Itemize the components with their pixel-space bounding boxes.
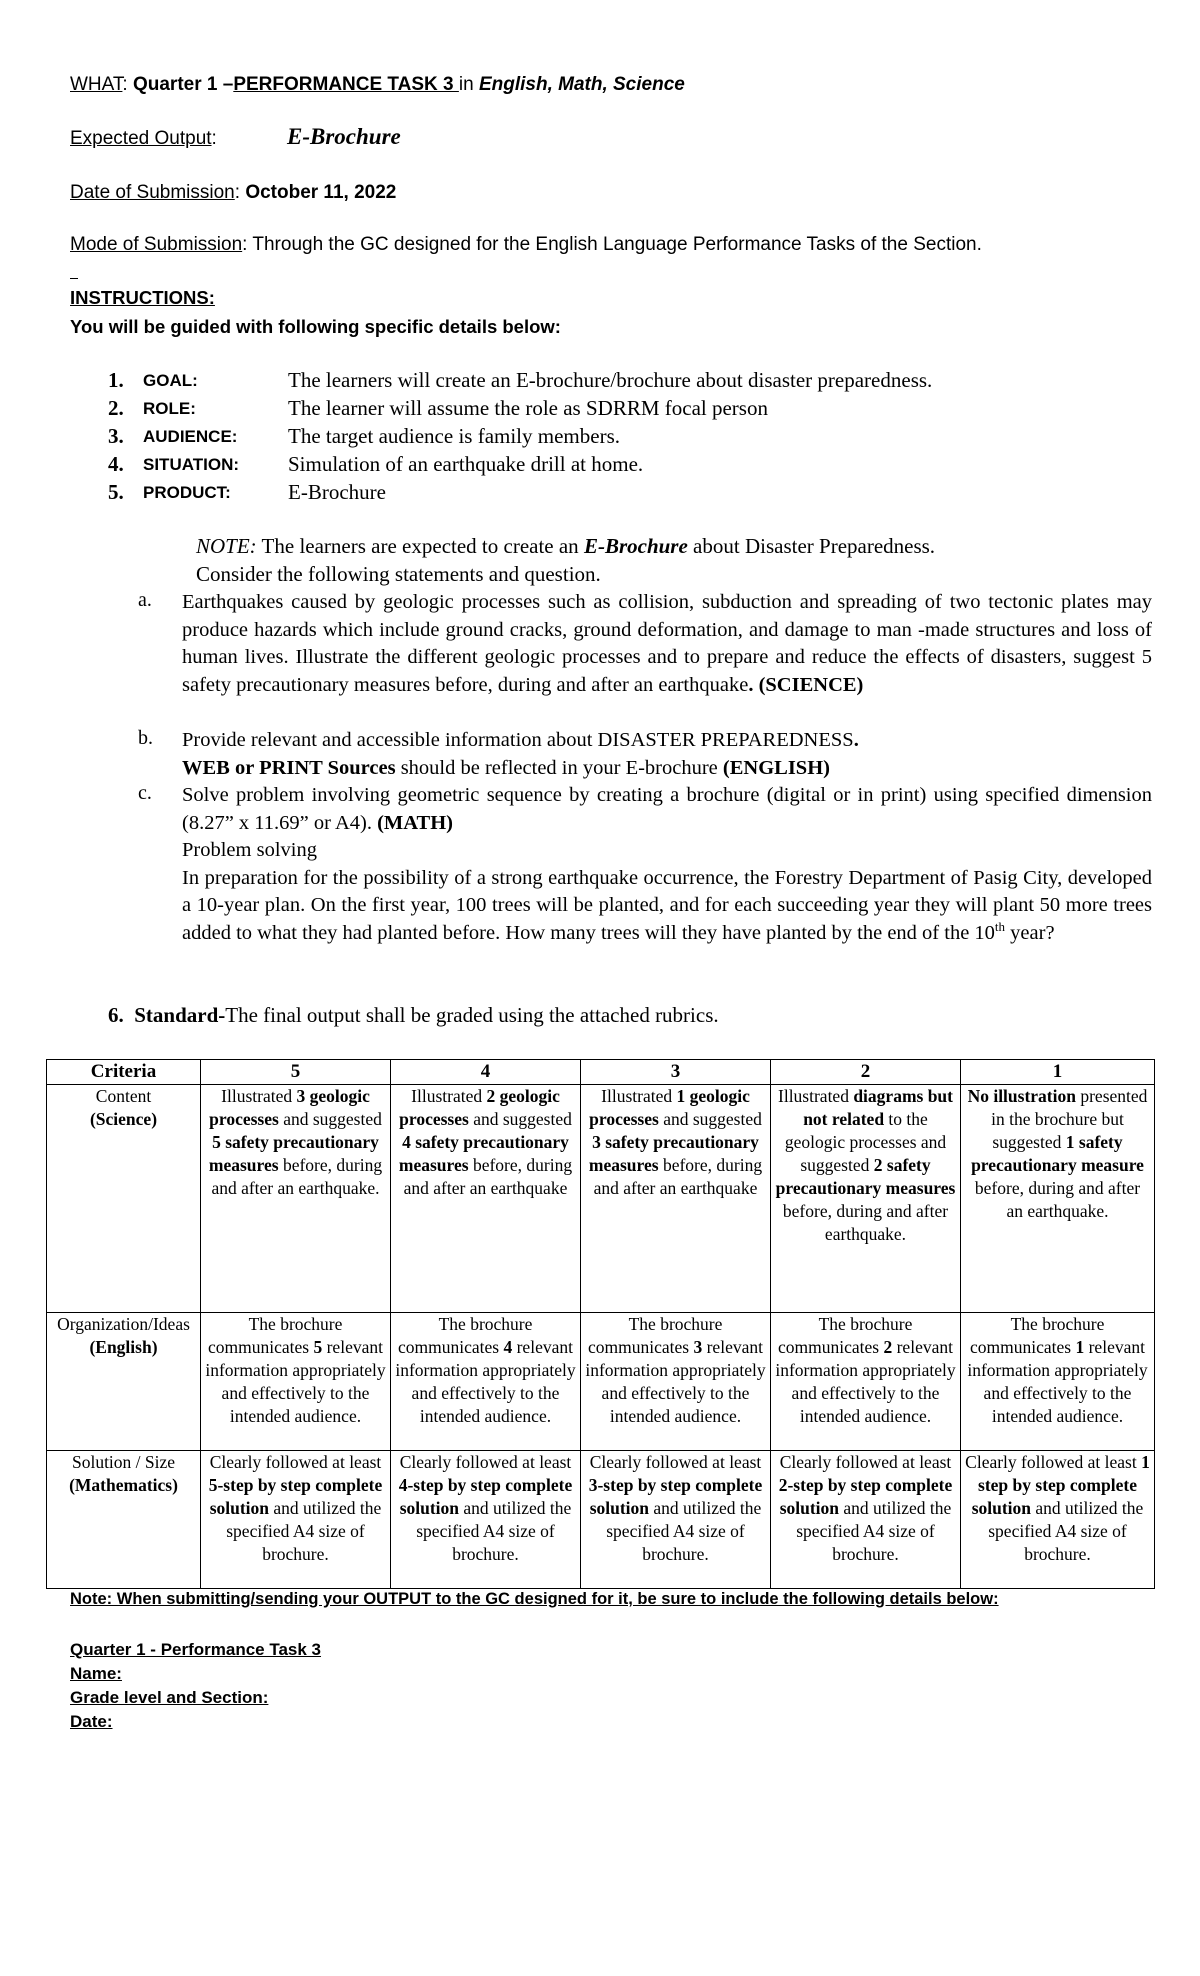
what-label: WHAT bbox=[70, 74, 123, 95]
rubric-table bbox=[46, 1059, 1155, 1589]
footer-grade: Grade level and Section: bbox=[70, 1688, 269, 1707]
criteria-cell: Organization/Ideas (English) bbox=[47, 1313, 201, 1451]
table-row bbox=[47, 1451, 1155, 1589]
item-a-label: a. bbox=[138, 589, 152, 611]
table-row bbox=[47, 1313, 1155, 1451]
standard-line: 6. Standard-The final output shall be graded using the attached rubrics. bbox=[108, 1003, 719, 1027]
expected-output-line: Expected Output: bbox=[70, 128, 217, 149]
what-task: PERFORMANCE TASK 3 bbox=[233, 74, 459, 95]
mode-label: Mode of Submission bbox=[70, 234, 243, 255]
note-label: NOTE: bbox=[196, 534, 257, 558]
item-b-text: Provide relevant and accessible information about DISASTER PREPAREDNESS. WEB or PRINT Sources should be reflected in your E-brochure (ENGLISH) bbox=[182, 729, 859, 779]
header-criteria: Criteria bbox=[47, 1060, 201, 1085]
stray-underline bbox=[70, 278, 78, 279]
rubric-cell: Illustrated 3 geologic processes and suggested 5 safety precautionary measures before, during and after an earthquake. bbox=[201, 1085, 391, 1313]
item-b-label: b. bbox=[138, 727, 153, 749]
rubric-cell: No illustration presented in the brochure but suggested 1 safety precautionary measure before, during and after an earthquake. bbox=[961, 1085, 1155, 1313]
what-line: WHAT: Quarter 1 –PERFORMANCE TASK 3 in English, Math, Science bbox=[70, 74, 685, 95]
footer-date: Date: bbox=[70, 1712, 113, 1731]
rubric-cell: The brochure communicates 2 relevant information appropriately and effectively to the intended audience. bbox=[771, 1313, 961, 1451]
standard-label: Standard- bbox=[134, 1003, 226, 1027]
rubric-cell: Illustrated 1 geologic processes and suggested 3 safety precautionary measures before, during and after an earthquake bbox=[581, 1085, 771, 1313]
problem-text: In preparation for the possibility of a strong earthquake occurrence, the Forestry Department of Pasig City, developed a 10-year plan. On the first year, 100 trees will be planted, and for each succeeding year they will plant 50 more trees added to what they had planted before. How many trees will they have planted by the end of the 10 bbox=[182, 866, 1152, 944]
header-4: 4 bbox=[391, 1060, 581, 1085]
what-title-prefix: Quarter 1 – bbox=[127, 74, 234, 95]
rubric-cell: Clearly followed at least 3-step by step complete solution and utilized the specified A4 size of brochure. bbox=[581, 1451, 771, 1589]
header-5: 5 bbox=[201, 1060, 391, 1085]
expected-output-value: E-Brochure bbox=[287, 124, 401, 149]
problem-solving-label: Problem solving bbox=[182, 839, 317, 861]
mode-value: : Through the GC designed for the English Language Performance Tasks of the Section. bbox=[242, 234, 982, 255]
item-a-text: Earthquakes caused by geologic processes such as collision, subduction and spreading of two tectonic plates may produce hazards which include ground cracks, ground deformation, and damage to man -made structures and loss of human lives. Illustrate the different geologic processes and to prepare and reduce the effects of disasters, suggest 5 safety precautionary measures before, during and after an earthquake. (SCIENCE) bbox=[182, 591, 1152, 696]
footer-task: Quarter 1 - Performance Task 3 bbox=[70, 1640, 322, 1659]
instructions-subheading: You will be guided with following specific details below: bbox=[70, 316, 561, 337]
item-c-text: Solve problem involving geometric sequence by creating a brochure (digital or in print) using specified dimension (8.27” x 11.69” or A4). (MATH) Problem solving In preparation for the possibility of a strong earthquake occurrence, the Forestry Department of Pasig City, developed a 10-year plan. On the first year, 100 trees will be planted, and for each succeeding year they will plant 50 more trees added to what they had planted before. How many trees will they have planted by the end of the 10th year? bbox=[182, 784, 1152, 944]
date-line: Date of Submission: October 11, 2022 bbox=[70, 182, 397, 203]
expected-output-label: Expected Output bbox=[70, 128, 212, 149]
date-value: October 11, 2022 bbox=[245, 182, 397, 203]
criteria-cell: Solution / Size (Mathematics) bbox=[47, 1451, 201, 1589]
mode-line bbox=[70, 234, 982, 256]
rubric-cell: Clearly followed at least 1 step by step complete solution and utilized the specified A4 size of brochure. bbox=[961, 1451, 1155, 1589]
header-1: 1 bbox=[961, 1060, 1155, 1085]
date-label: Date of Submission bbox=[70, 182, 235, 203]
rubric-cell: The brochure communicates 4 relevant information appropriately and effectively to the intended audience. bbox=[391, 1313, 581, 1451]
note-line-2: Consider the following statements and question. bbox=[196, 562, 601, 586]
rubric-cell: Clearly followed at least 4-step by step complete solution and utilized the specified A4 size of brochure. bbox=[391, 1451, 581, 1589]
header-3: 3 bbox=[581, 1060, 771, 1085]
rubric-cell: The brochure communicates 5 relevant information appropriately and effectively to the intended audience. bbox=[201, 1313, 391, 1451]
item-c-label: c. bbox=[138, 782, 152, 804]
rubric-cell: The brochure communicates 3 relevant information appropriately and effectively to the intended audience. bbox=[581, 1313, 771, 1451]
table-row bbox=[47, 1085, 1155, 1313]
instructions-heading: INSTRUCTIONS: bbox=[70, 287, 215, 308]
table-header-row bbox=[47, 1060, 1155, 1085]
rubric-cell: Clearly followed at least 2-step by step complete solution and utilized the specified A4 size of brochure. bbox=[771, 1451, 961, 1589]
note-line: NOTE: The learners are expected to create an E-Brochure about Disaster Preparedness. bbox=[196, 534, 936, 558]
what-subjects: English, Math, Science bbox=[478, 74, 685, 95]
rubric-cell: The brochure communicates 1 relevant information appropriately and effectively to the intended audience. bbox=[961, 1313, 1155, 1451]
criteria-cell: Content (Science) bbox=[47, 1085, 201, 1313]
rubric-cell: Illustrated 2 geologic processes and suggested 4 safety precautionary measures before, during and after an earthquake bbox=[391, 1085, 581, 1313]
footer-name: Name: bbox=[70, 1664, 122, 1683]
rubric-cell: Illustrated diagrams but not related to the geologic processes and suggested 2 safety precautionary measures before, during and after earthquake. bbox=[771, 1085, 961, 1313]
submission-note: Note: When submitting/sending your OUTPUT to the GC designed for it, be sure to include the following details below: bbox=[70, 1590, 999, 1608]
rubric-cell: Clearly followed at least 5-step by step complete solution and utilized the specified A4 size of brochure. bbox=[201, 1451, 391, 1589]
header-2: 2 bbox=[771, 1060, 961, 1085]
